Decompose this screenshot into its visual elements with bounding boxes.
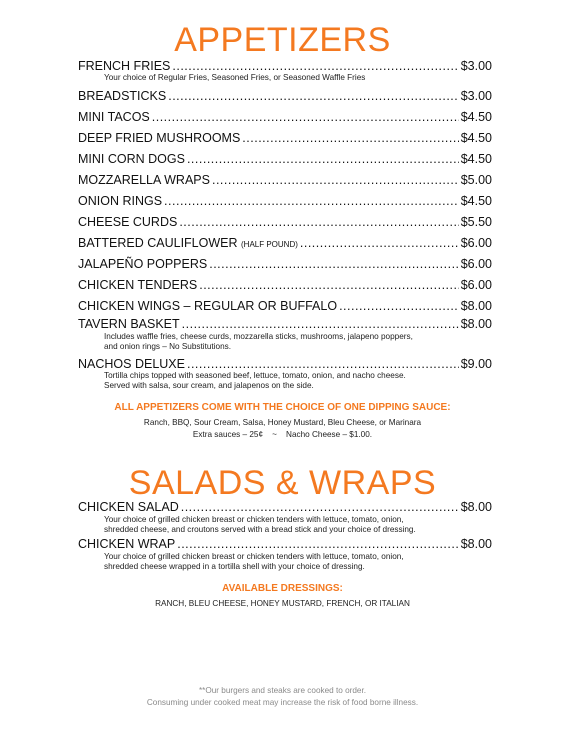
item-price: $5.00 (460, 173, 492, 187)
leader-dots (199, 277, 458, 293)
extra-separator: ~ (272, 430, 277, 439)
menu-item-cheese-curds (78, 214, 492, 230)
item-price: $5.50 (460, 215, 492, 229)
item-name: NACHOS DELUXE (78, 357, 185, 371)
leader-dots (152, 109, 459, 125)
item-price: $6.00 (460, 236, 492, 250)
item-description (104, 332, 484, 352)
item-name: MINI CORN DOGS (78, 152, 185, 166)
menu-item-jalapeno-poppers (78, 256, 492, 272)
leader-dots (187, 356, 459, 372)
item-name (78, 235, 298, 253)
item-price: $4.50 (460, 194, 492, 208)
item-name: FRENCH FRIES (78, 59, 171, 73)
menu-item-tavern-basket (78, 316, 492, 332)
menu-item-mozzarella-wraps (78, 172, 492, 188)
item-price: $4.50 (460, 131, 492, 145)
menu-item-nachos-deluxe (78, 356, 492, 372)
item-description (104, 371, 484, 391)
leader-dots (181, 499, 459, 515)
item-name: ONION RINGS (78, 194, 163, 208)
nacho-cheese-price: Nacho Cheese – $1.00. (286, 430, 373, 439)
menu-item-deep-fried-mushrooms (78, 130, 492, 146)
menu-item-chicken-wings (78, 298, 492, 314)
leader-dots (179, 214, 458, 230)
menu-item-onion-rings (78, 193, 492, 209)
description-line: and onion rings – No Substitutions. (104, 342, 231, 351)
description-line: shredded cheese wrapped in a tortilla shell with your choice of dressing. (104, 562, 365, 571)
footer-note-cooked-to-order: **Our burgers and steaks are cooked to order. (198, 686, 367, 695)
menu-item-mini-tacos (78, 109, 492, 125)
item-description: Your choice of Regular Fries, Seasoned Fries, or Seasoned Waffle Fries (104, 73, 366, 82)
item-price: $8.00 (460, 317, 492, 331)
leader-dots (182, 316, 459, 332)
description-line: Tortilla chips topped with seasoned beef, lettuce, tomato, onion, and nacho cheese. (104, 371, 406, 380)
leader-dots (187, 151, 459, 167)
leader-dots (242, 130, 458, 146)
description-line: Your choice of grilled chicken breast or chicken tenders with lettuce, tomato, onion, (104, 515, 404, 524)
item-name: CHICKEN WINGS – REGULAR OR BUFFALO (78, 299, 338, 313)
leader-dots (339, 298, 459, 314)
menu-item-chicken-tenders (78, 277, 492, 293)
menu-item-french-fries (78, 58, 492, 74)
item-name-text: BATTERED CAULIFLOWER (78, 236, 238, 250)
item-price: $8.00 (460, 500, 492, 514)
item-price: $3.00 (460, 89, 492, 103)
item-price: $6.00 (460, 278, 492, 292)
leader-dots (168, 88, 459, 104)
leader-dots (212, 172, 459, 188)
menu-item-breadsticks (78, 88, 492, 104)
description-line: Your choice of grilled chicken breast or chicken tenders with lettuce, tomato, onion, (104, 552, 404, 561)
leader-dots (300, 235, 459, 251)
extra-sauces-price: Extra sauces – 25¢ (192, 430, 264, 439)
item-price: $6.00 (460, 257, 492, 271)
item-name: BREADSTICKS (78, 89, 167, 103)
extra-sauces-line (0, 429, 565, 440)
dressings-heading: AVAILABLE DRESSINGS: (222, 583, 343, 594)
item-size-note: (HALF POUND) (241, 240, 298, 249)
dipping-sauce-list: Ranch, BBQ, Sour Cream, Salsa, Honey Mustard, Bleu Cheese, or Marinara (143, 418, 422, 427)
description-line: shredded cheese, and croutons served with a bread stick and your choice of dressing. (104, 525, 416, 534)
item-name: MOZZARELLA WRAPS (78, 173, 210, 187)
item-price: $9.00 (460, 357, 492, 371)
item-price: $4.50 (460, 152, 492, 166)
item-name: CHICKEN WRAP (78, 537, 176, 551)
menu-item-chicken-salad (78, 499, 492, 515)
item-name: MINI TACOS (78, 110, 150, 124)
leader-dots (209, 256, 459, 272)
item-name: CHICKEN TENDERS (78, 278, 198, 292)
item-price: $4.50 (460, 110, 492, 124)
item-name: CHEESE CURDS (78, 215, 178, 229)
leader-dots (177, 536, 458, 552)
menu-item-chicken-wrap (78, 536, 492, 552)
item-name: TAVERN BASKET (78, 317, 180, 331)
appetizers-title: APPETIZERS (174, 21, 391, 59)
item-price: $8.00 (460, 299, 492, 313)
item-name: CHICKEN SALAD (78, 500, 179, 514)
item-name: JALAPEÑO POPPERS (78, 257, 208, 271)
item-name: DEEP FRIED MUSHROOMS (78, 131, 241, 145)
menu-item-mini-corn-dogs (78, 151, 492, 167)
item-price: $8.00 (460, 537, 492, 551)
item-description (104, 552, 484, 572)
dressings-list: RANCH, BLEU CHEESE, HONEY MUSTARD, FRENCH, OR ITALIAN (155, 599, 410, 608)
item-price: $3.00 (460, 59, 492, 73)
menu-item-battered-cauliflower (78, 235, 492, 253)
description-line: Served with salsa, sour cream, and jalapenos on the side. (104, 381, 314, 390)
leader-dots (172, 58, 458, 74)
description-line: Includes waffle fries, cheese curds, mozzarella sticks, mushrooms, jalapeno poppers, (104, 332, 413, 341)
item-description (104, 515, 484, 535)
leader-dots (164, 193, 459, 209)
footer-note-food-warning: Consuming under cooked meat may increase the risk of food borne illness. (146, 698, 419, 707)
salads-wraps-title: SALADS & WRAPS (128, 464, 437, 502)
dipping-sauce-heading: ALL APPETIZERS COME WITH THE CHOICE OF ONE DIPPING SAUCE: (114, 402, 451, 413)
